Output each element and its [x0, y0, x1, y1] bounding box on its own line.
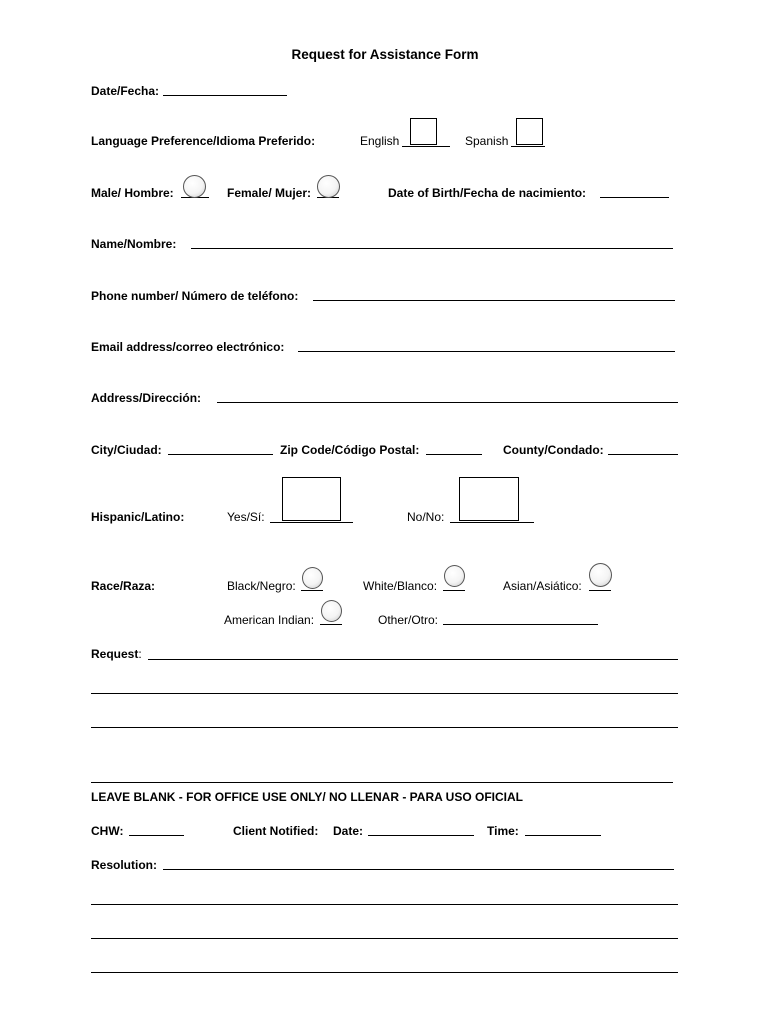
- city-field[interactable]: [168, 454, 273, 455]
- resolution-label: Resolution:: [91, 858, 157, 872]
- name-field[interactable]: [191, 248, 673, 249]
- city-label: City/Ciudad:: [91, 443, 162, 457]
- white-field: [443, 590, 465, 591]
- address-label: Address/Dirección:: [91, 391, 202, 405]
- spanish-label: Spanish: [465, 134, 509, 148]
- yes-label: Yes/Sí:: [227, 510, 265, 524]
- address-field[interactable]: [217, 402, 678, 403]
- female-label: Female/ Mujer:: [227, 186, 312, 200]
- chw-field[interactable]: [129, 835, 184, 836]
- request-label: Request:: [91, 647, 142, 661]
- black-radio[interactable]: [302, 567, 323, 589]
- hispanic-label: Hispanic/Latino:: [91, 510, 185, 524]
- phone-label: Phone number/ Número de teléfono:: [91, 289, 299, 303]
- chw-label: CHW:: [91, 824, 124, 838]
- english-label: English: [360, 134, 400, 148]
- notified-date-label: Date:: [333, 824, 364, 838]
- client-notified-label: Client Notified:: [233, 824, 319, 838]
- no-label: No/No:: [407, 510, 445, 524]
- name-label: Name/Nombre:: [91, 237, 177, 251]
- resolution-field[interactable]: [163, 869, 674, 870]
- asian-radio[interactable]: [589, 563, 612, 587]
- resolution-line-3[interactable]: [91, 938, 678, 939]
- office-heading: LEAVE BLANK - FOR OFFICE USE ONLY/ NO LLENAR - PARA USO OFICIAL: [91, 790, 524, 804]
- american-indian-label: American Indian:: [224, 613, 315, 627]
- email-label: Email address/correo electrónico:: [91, 340, 285, 354]
- female-radio[interactable]: [317, 175, 340, 198]
- yes-checkbox[interactable]: [282, 477, 341, 521]
- request-line-2[interactable]: [91, 693, 678, 694]
- other-field[interactable]: [443, 624, 598, 625]
- office-divider: [91, 782, 673, 783]
- white-radio[interactable]: [444, 565, 465, 587]
- spanish-checkbox[interactable]: [516, 118, 543, 145]
- resolution-line-4[interactable]: [91, 972, 678, 973]
- language-label: Language Preference/Idioma Preferido:: [91, 134, 316, 148]
- asian-label: Asian/Asiático:: [503, 579, 582, 593]
- email-field[interactable]: [298, 351, 675, 352]
- race-label: Race/Raza:: [91, 579, 156, 593]
- dob-field[interactable]: [600, 197, 669, 198]
- time-field[interactable]: [525, 835, 601, 836]
- male-radio[interactable]: [183, 175, 206, 198]
- yes-field: [270, 522, 353, 523]
- notified-date-field[interactable]: [368, 835, 474, 836]
- dob-label: Date of Birth/Fecha de nacimiento:: [388, 186, 587, 200]
- phone-field[interactable]: [313, 300, 675, 301]
- request-field[interactable]: [148, 659, 678, 660]
- form-title: Request for Assistance Form: [291, 47, 479, 62]
- white-label: White/Blanco:: [363, 579, 438, 593]
- zip-field[interactable]: [426, 454, 482, 455]
- asian-field: [589, 590, 611, 591]
- county-field[interactable]: [608, 454, 678, 455]
- black-label: Black/Negro:: [227, 579, 296, 593]
- other-label: Other/Otro:: [378, 613, 439, 627]
- american-indian-radio[interactable]: [321, 600, 342, 622]
- date-label: Date/Fecha:: [91, 84, 160, 98]
- date-field[interactable]: [163, 95, 287, 96]
- zip-label: Zip Code/Código Postal:: [280, 443, 420, 457]
- male-label: Male/ Hombre:: [91, 186, 174, 200]
- no-checkbox[interactable]: [459, 477, 519, 521]
- resolution-line-2[interactable]: [91, 904, 678, 905]
- no-field: [450, 522, 534, 523]
- black-field: [301, 590, 323, 591]
- county-label: County/Condado:: [503, 443, 604, 457]
- english-field: [402, 146, 450, 147]
- time-label: Time:: [487, 824, 519, 838]
- american-indian-field: [320, 624, 342, 625]
- english-checkbox[interactable]: [410, 118, 437, 145]
- request-line-3[interactable]: [91, 727, 678, 728]
- spanish-field: [511, 146, 545, 147]
